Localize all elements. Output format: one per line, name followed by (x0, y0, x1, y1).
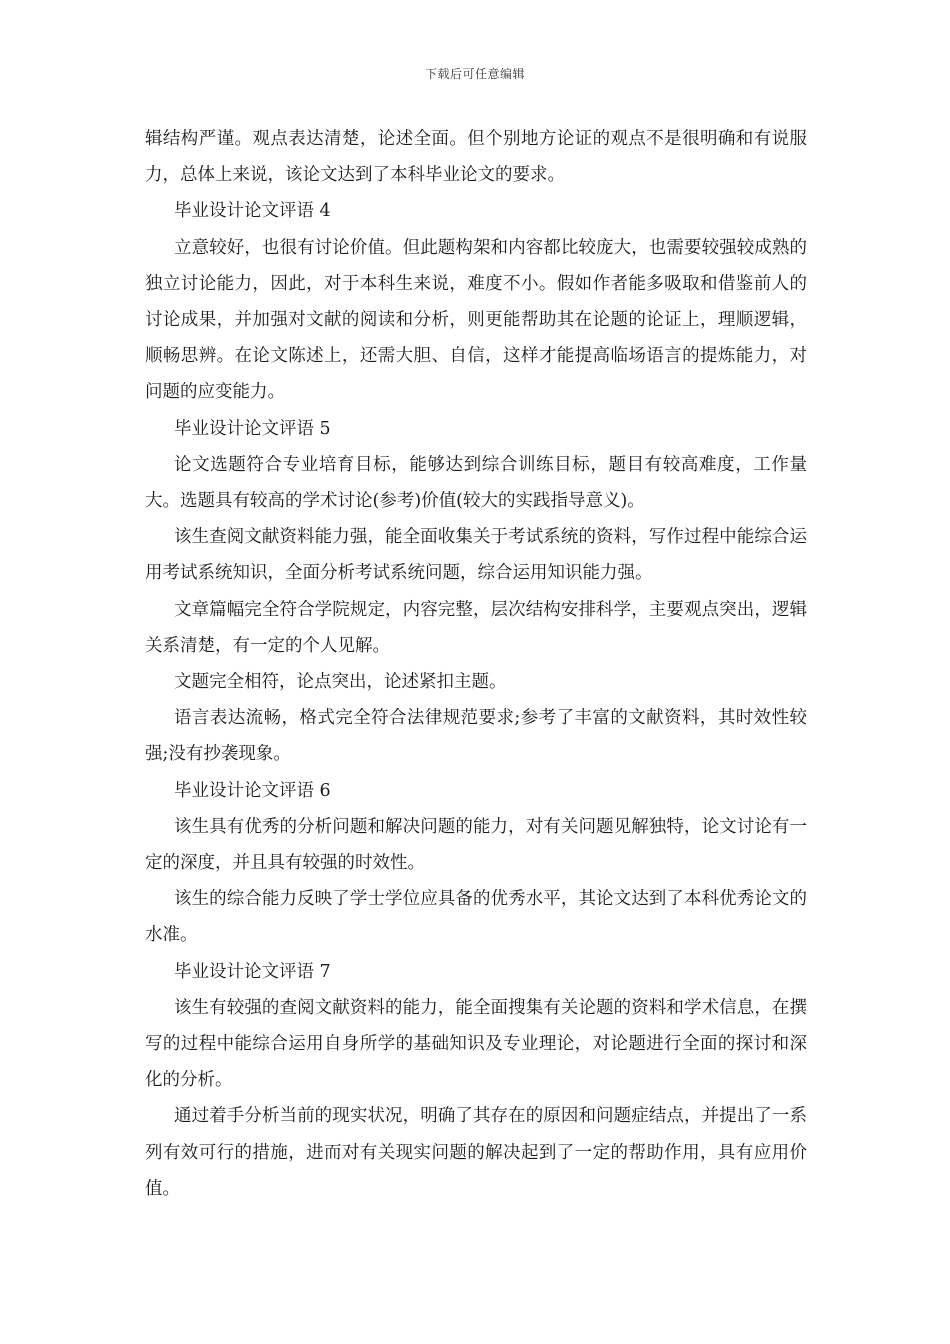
section-heading: 毕业设计论文评语 7 (174, 961, 331, 982)
document-body (145, 121, 807, 1207)
paragraph: 立意较好，也很有讨论价值。但此题构架和内容都比较庞大，也需要较强较成熟的独立讨论能力，因此，对于本科生来说，难度不小。假如作者能多吸取和借鉴前人的讨论成果，并加强对文献的阅读和分析，则更能帮助其在论题的论证上，理顺逻辑，顺畅思辨。在论文陈述上，还需大胆、自信，这样才能提高临场语言的提炼能力，对问题的应变能力。 (145, 237, 807, 403)
paragraph: 辑结构严谨。观点表达清楚，论述全面。但个别地方论证的观点不是很明确和有说服力，总体上来说，该论文达到了本科毕业论文的要求。 (145, 129, 807, 186)
paragraph: 该生的综合能力反映了学士学位应具备的优秀水平，其论文达到了本科优秀论文的水准。 (145, 889, 807, 946)
section-heading: 毕业设计论文评语 4 (174, 201, 331, 222)
paragraph: 通过着手分析当前的现实状况，明确了其存在的原因和问题症结点，并提出了一系列有效可行的措施，进而对有关现实问题的解决起到了一定的帮助作用，具有应用价值。 (145, 1106, 807, 1199)
paragraph: 文章篇幅完全符合学院规定，内容完整，层次结构安排科学，主要观点突出，逻辑关系清楚，有一定的个人见解。 (145, 599, 807, 656)
section-heading: 毕业设计论文评语 5 (174, 418, 331, 439)
paragraph: 该生具有优秀的分析问题和解决问题的能力，对有关问题见解独特，论文讨论有一定的深度，并且具有较强的时效性。 (145, 816, 807, 874)
paragraph: 文题完全相符，论点突出，论述紧扣主题。 (174, 672, 507, 693)
paragraph: 该生查阅文献资料能力强，能全面收集关于考试系统的资料，写作过程中能综合运用考试系统知识，全面分析考试系统问题，综合运用知识能力强。 (145, 527, 807, 584)
paragraph: 语言表达流畅，格式完全符合法律规范要求;参考了丰富的文献资料，其时效性较强;没有抄袭现象。 (145, 708, 807, 765)
section-heading: 毕业设计论文评语 6 (174, 780, 331, 801)
paragraph: 论文选题符合专业培育目标，能够达到综合训练目标，题目有较高难度，工作量大。选题具有较高的学术讨论(参考)价值(较大的实践指导意义)。 (145, 454, 807, 512)
paragraph: 该生有较强的查阅文献资料的能力，能全面搜集有关论题的资料和学术信息，在撰写的过程中能综合运用自身所学的基础知识及专业理论，对论题进行全面的探讨和深化的分析。 (145, 997, 807, 1091)
page-header-note: 下载后可任意编辑 (424, 67, 525, 81)
